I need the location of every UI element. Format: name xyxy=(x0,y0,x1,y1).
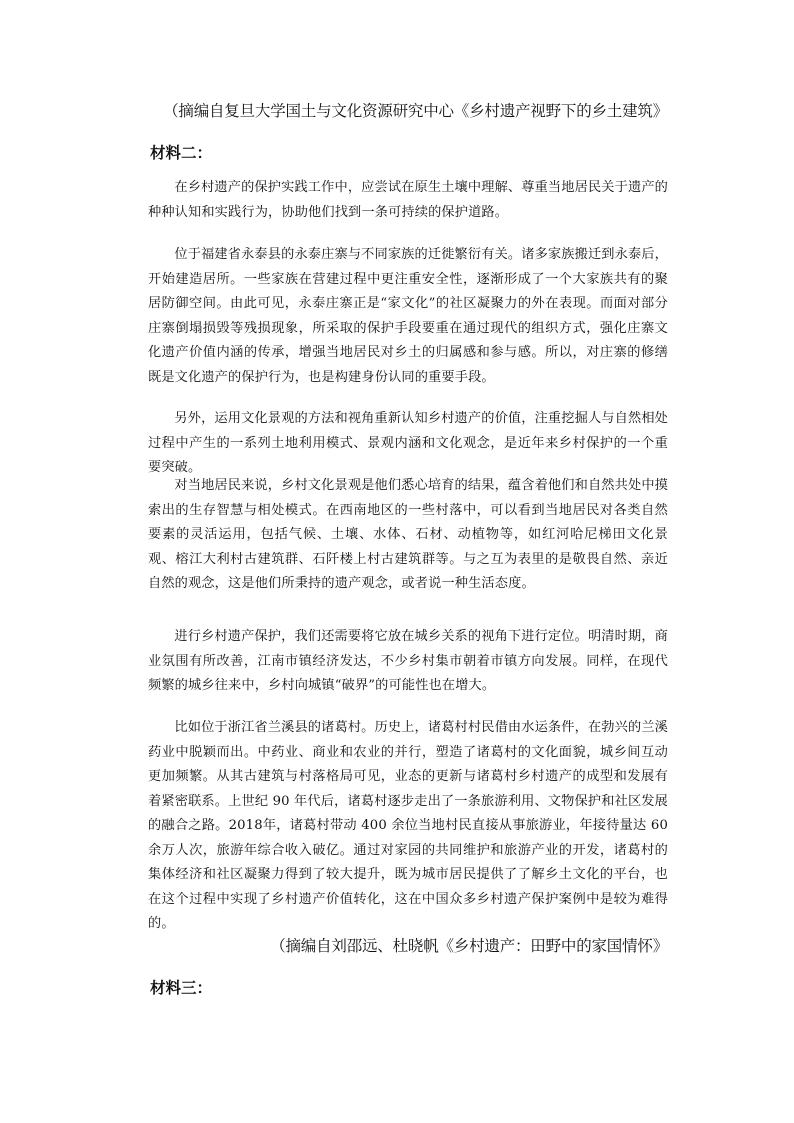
paragraph-6: 比如位于浙江省兰溪县的诸葛村。历史上，诸葛村村民借由水运条件，在勃兴的兰溪药业中脱颖而出。中药业、商业和农业的并行，塑造了诸葛村的文化面貌，城乡间互动更加频繁。从其古建筑与村落格局可见，业态的更新与诸葛村乡村遗产的成型和发展有着紧密联系。上世纪 90 年代后，诸葛村逐步走出了一条旅游利用、文物保护和社区发展的融合之路。2018年，诸葛村带动 400 余位当地村民直接从事旅游业，年接待量达 60 余万人次，旅游年综合收入破亿。通过对家园的共同维护和旅游产业的开发，诸葛村的集体经济和社区凝聚力得到了较大提升，既为城市居民提供了了解乡土文化的平台，也在这个过程中实现了乡村遗产价值转化，这在中国众多乡村遗产保护案例中是较为难得的。 xyxy=(148,720,668,931)
paragraph-1: 在乡村遗产的保护实践工作中，应尝试在原生土壤中理解、尊重当地居民关于遗产的种种认知和实践行为，协助他们找到一条可持续的保护道路。 xyxy=(148,180,668,220)
paragraph-5: 进行乡村遗产保护，我们还需要将它放在城乡关系的视角下进行定位。明清时期，商业氛围有所改善，江南市镇经济发达，不少乡村集市朝着市镇方向发展。同样，在现代频繁的城乡往来中，乡村向城镇“破界”的可能性也在增大。 xyxy=(148,629,668,693)
material-3-heading: 材料三： xyxy=(150,979,213,997)
material-2-heading: 材料二： xyxy=(150,144,213,162)
source-citation-2: （摘编自刘邵远、杜晓帆《乡村遗产：田野中的家国情怀》 xyxy=(270,937,668,955)
paragraph-2: 位于福建省永泰县的永泰庄寨与不同家族的迁徙繁衍有关。诸多家族搬迁到永泰后，开始建造居所。一些家族在营建过程中更注重安全性，逐渐形成了一个大家族共有的聚居防御空间。由此可见，永泰庄寨正是“家文化”的社区凝聚力的外在表现。而面对部分庄寨倒塌损毁等残损现象，所采取的保护手段要重在通过现代的组织方式，强化庄寨文化遗产价值内涵的传承，增强当地居民对乡土的归属感和参与感。所以，对庄寨的修缮既是文化遗产的保护行为，也是构建身份认同的重要手段。 xyxy=(148,247,668,385)
source-citation-1: （摘编自复旦大学国土与文化资源研究中心《乡村遗产视野下的乡土建筑》 xyxy=(163,102,668,120)
paragraph-4: 对当地居民来说，乡村文化景观是他们悉心培育的结果，蕴含着他们和自然共处中摸索出的生存智慧与相处模式。在西南地区的一些村落中，可以看到当地居民对各类自然要素的灵活运用，包括气候、土壤、水体、石材、动植物等，如红河哈尼梯田文化景观、榕江大利村古建筑群、石阡楼上村古建筑群等。与之互为表里的是敬畏自然、亲近自然的观念，这是他们所秉持的遗产观念，或者说一种生活态度。 xyxy=(148,478,668,591)
paragraph-3: 另外，运用文化景观的方法和视角重新认知乡村遗产的价值，注重挖掘人与自然相处过程中产生的一系列土地利用模式、景观内涵和文化观念，是近年来乡村保护的一个重要突破。 xyxy=(148,411,668,475)
